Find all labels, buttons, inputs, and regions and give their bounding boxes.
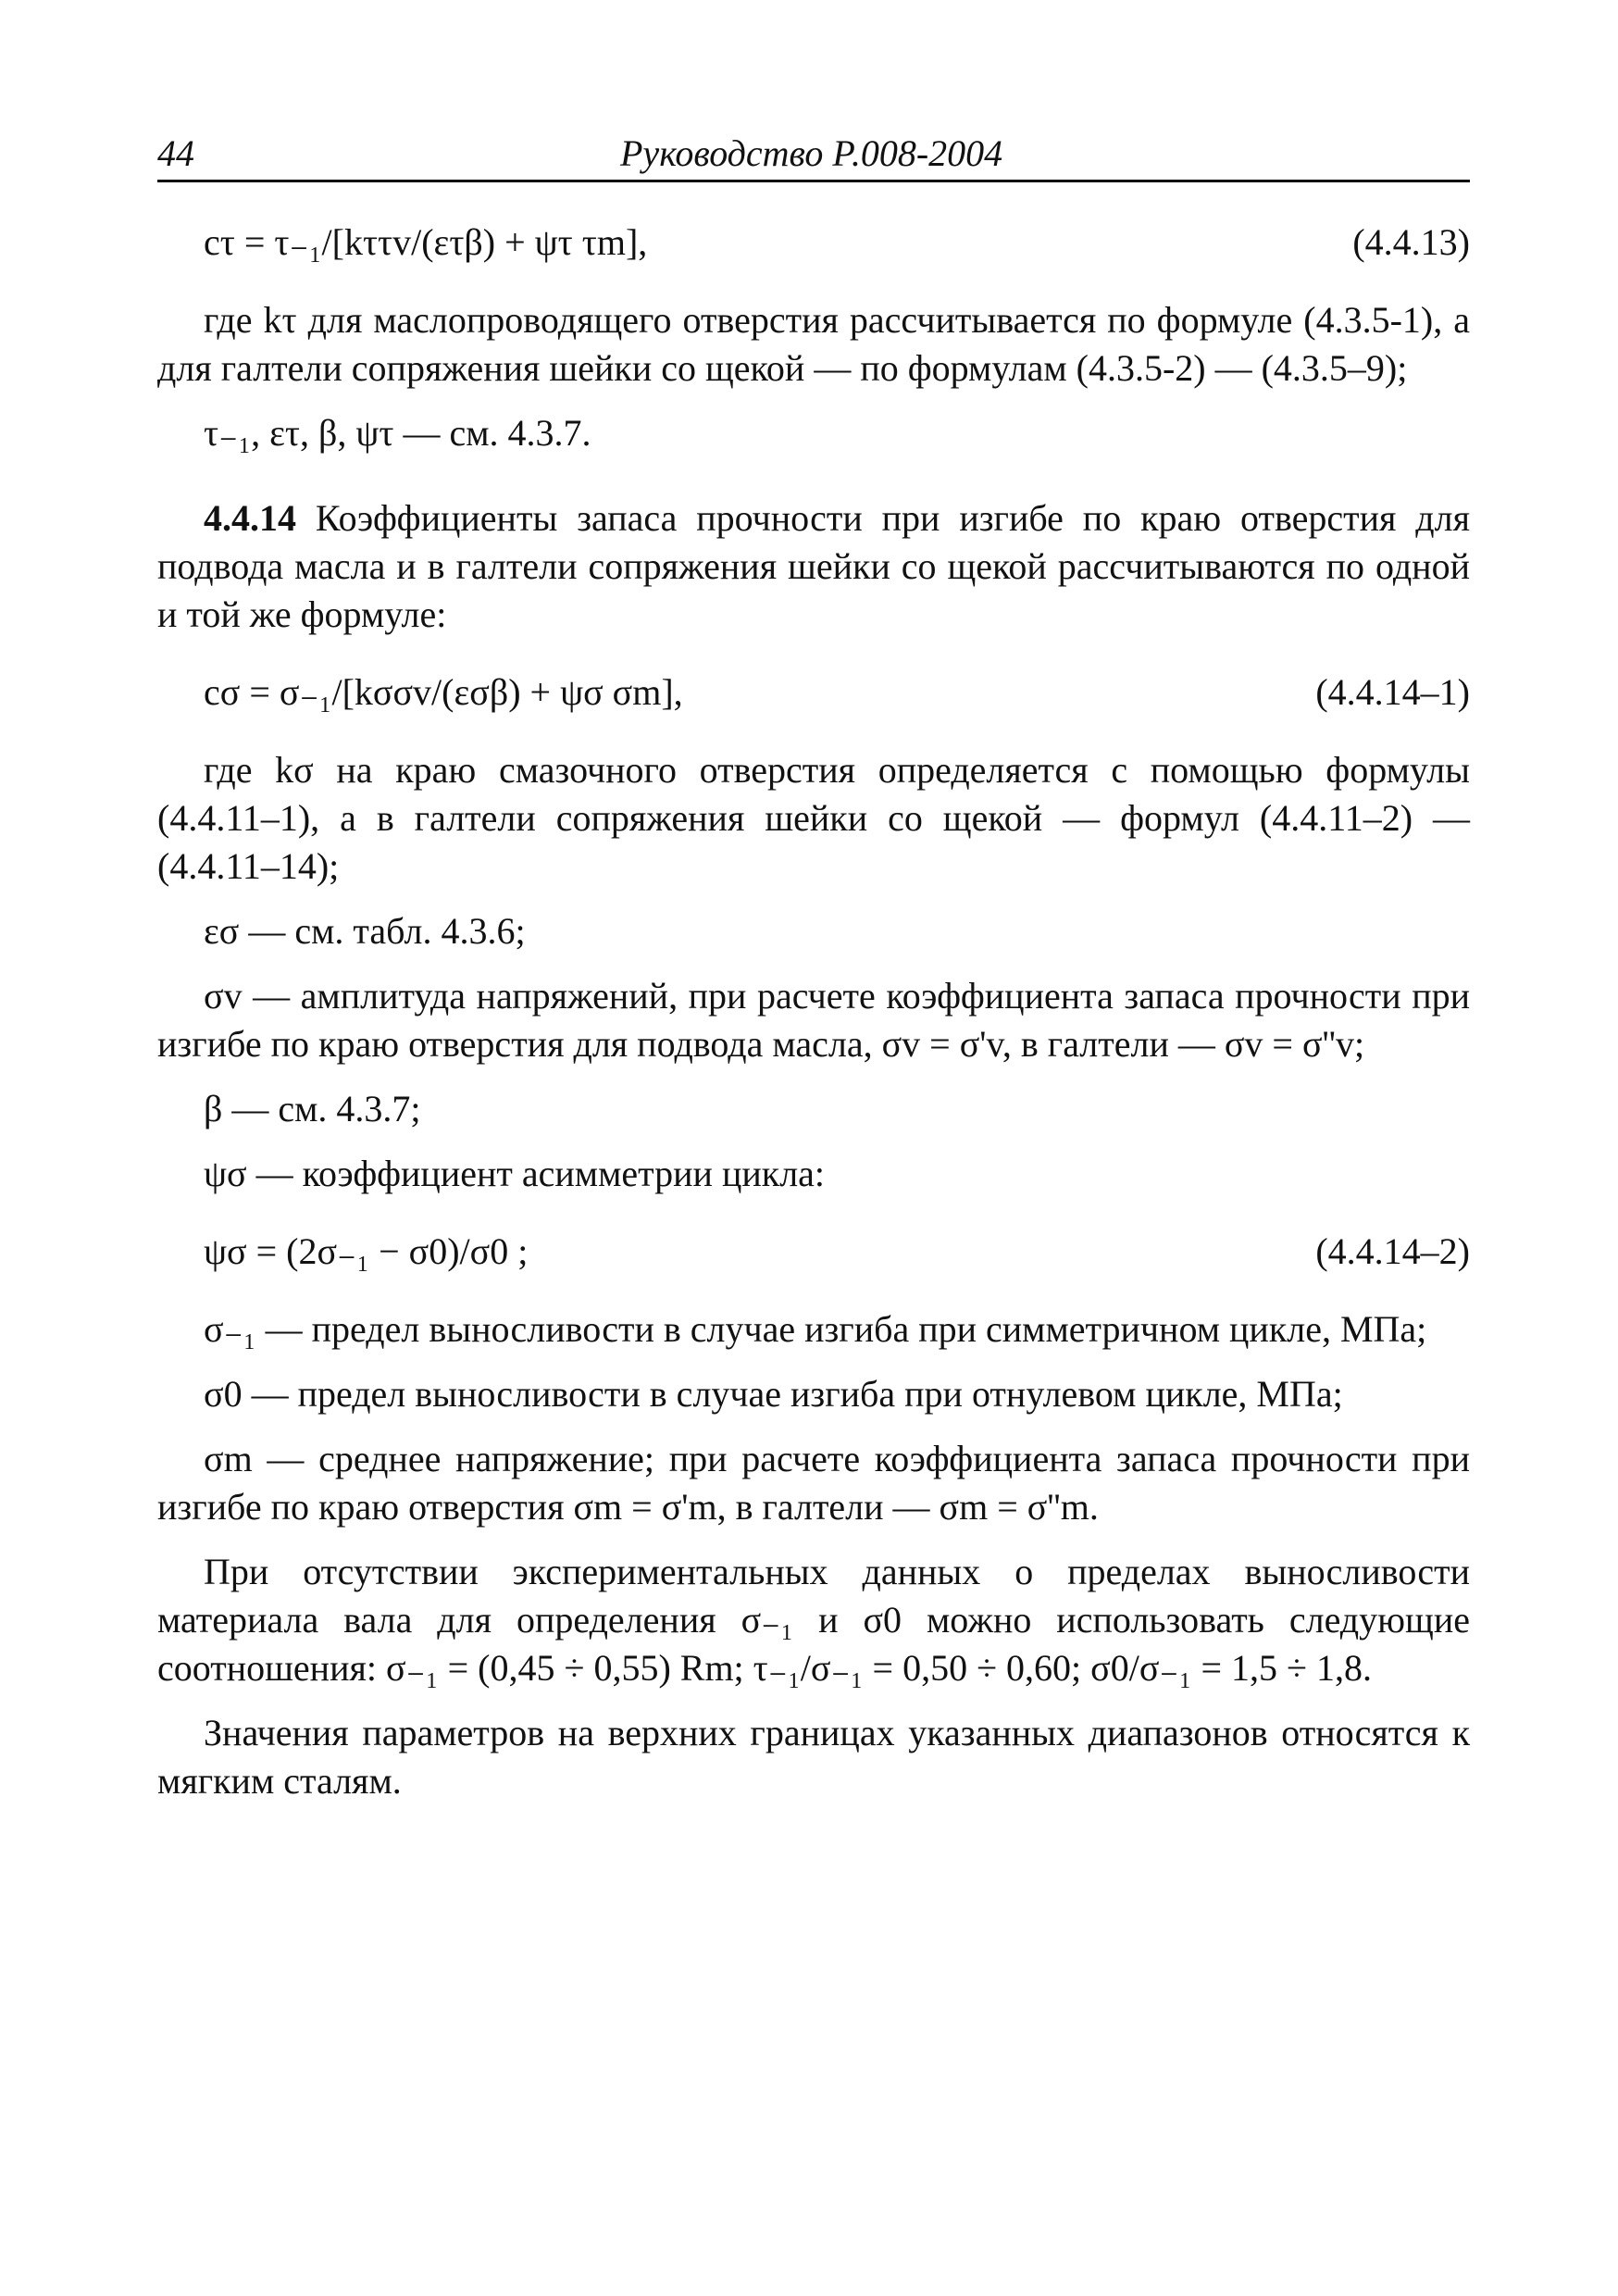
- paragraph-endurance-relations: При отсутствии экспериментальных данных о пределах выносливости материала вала для определения σ₋₁ и σ0 можно использовать следующие соотношения: σ₋₁ = (0,45 ÷ 0,55) Rm; τ₋₁/σ₋₁ = 0,50 ÷ 0,60; σ0/σ₋₁ = 1,5 ÷ 1,8.: [157, 1551, 1470, 1689]
- paragraph-sigma-m: σm — среднее напряжение; при расчете коэффициента запаса прочности при изгибе по краю отверстия σm = σ'm, в галтели — σm = σ''m.: [157, 1438, 1470, 1528]
- equation-number: (4.4.14–1): [1315, 671, 1470, 713]
- paragraph-sigma-0: σ0 — предел выносливости в случае изгиба при отнулевом цикле, МПа;: [204, 1373, 1343, 1415]
- equation-formula: cσ = σ₋₁/[kσσv/(εσβ) + ψσ σm],: [204, 671, 683, 713]
- paragraph-k-tau: где kτ для маслопроводящего отверстия рассчитывается по формуле (4.3.5-1), а для галтели сопряжения шейки со щекой — по формулам (4.3.5-2) — (4.3.5–9);: [157, 299, 1470, 389]
- paragraph-sigma-minus-1: σ₋₁ — предел выносливости в случае изгиба при симметричном цикле, МПа;: [204, 1308, 1427, 1350]
- section-number: 4.4.14: [204, 497, 296, 539]
- paragraph-sigma-v: σv — амплитуда напряжений, при расчете коэффициента запаса прочности при изгибе по краю отверстия для подвода масла, σv = σ'v, в галтели — σv = σ''v;: [157, 975, 1470, 1065]
- equation-formula: ψσ = (2σ₋₁ − σ0)/σ0 ;: [204, 1230, 529, 1272]
- equation-4-4-14-1: [204, 655, 1470, 730]
- running-title: Руководство Р.008-2004: [620, 132, 1003, 174]
- equation-4-4-14-2: [204, 1215, 1470, 1289]
- page-content: [157, 206, 1470, 1805]
- paragraph-psi-sigma: ψσ — коэффициент асимметрии цикла:: [204, 1153, 826, 1194]
- paragraph-epsilon-sigma: εσ — см. табл. 4.3.6;: [204, 910, 526, 952]
- equation-number: (4.4.14–2): [1315, 1230, 1470, 1272]
- equation-4-4-13: [204, 206, 1470, 280]
- section-text: Коэффициенты запаса прочности при изгибе по краю отверстия для подвода масла и в галтели сопряжения шейки со щекой рассчитываются по одной и той же формуле:: [157, 497, 1471, 635]
- equation-formula: cτ = τ₋₁/[kττv/(ετβ) + ψτ τm],: [204, 221, 648, 263]
- page-number: 44: [157, 132, 194, 174]
- paragraph-mild-steels: Значения параметров на верхних границах указанных диапазонов относятся к мягким сталям.: [157, 1712, 1470, 1802]
- paragraph-beta: β — см. 4.3.7;: [204, 1088, 421, 1129]
- equation-number: (4.4.13): [1352, 221, 1470, 263]
- paragraph-tau-ref: τ₋₁, ετ, β, ψτ — см. 4.3.7.: [204, 412, 591, 454]
- section-4-4-14: [157, 494, 1470, 639]
- paragraph-k-sigma: где kσ на краю смазочного отверстия определяется с помощью формулы (4.4.11–1), а в галтели сопряжения шейки со щекой — формул (4.4.11–2) — (4.4.11–14);: [157, 749, 1470, 887]
- page-header: [157, 131, 1470, 182]
